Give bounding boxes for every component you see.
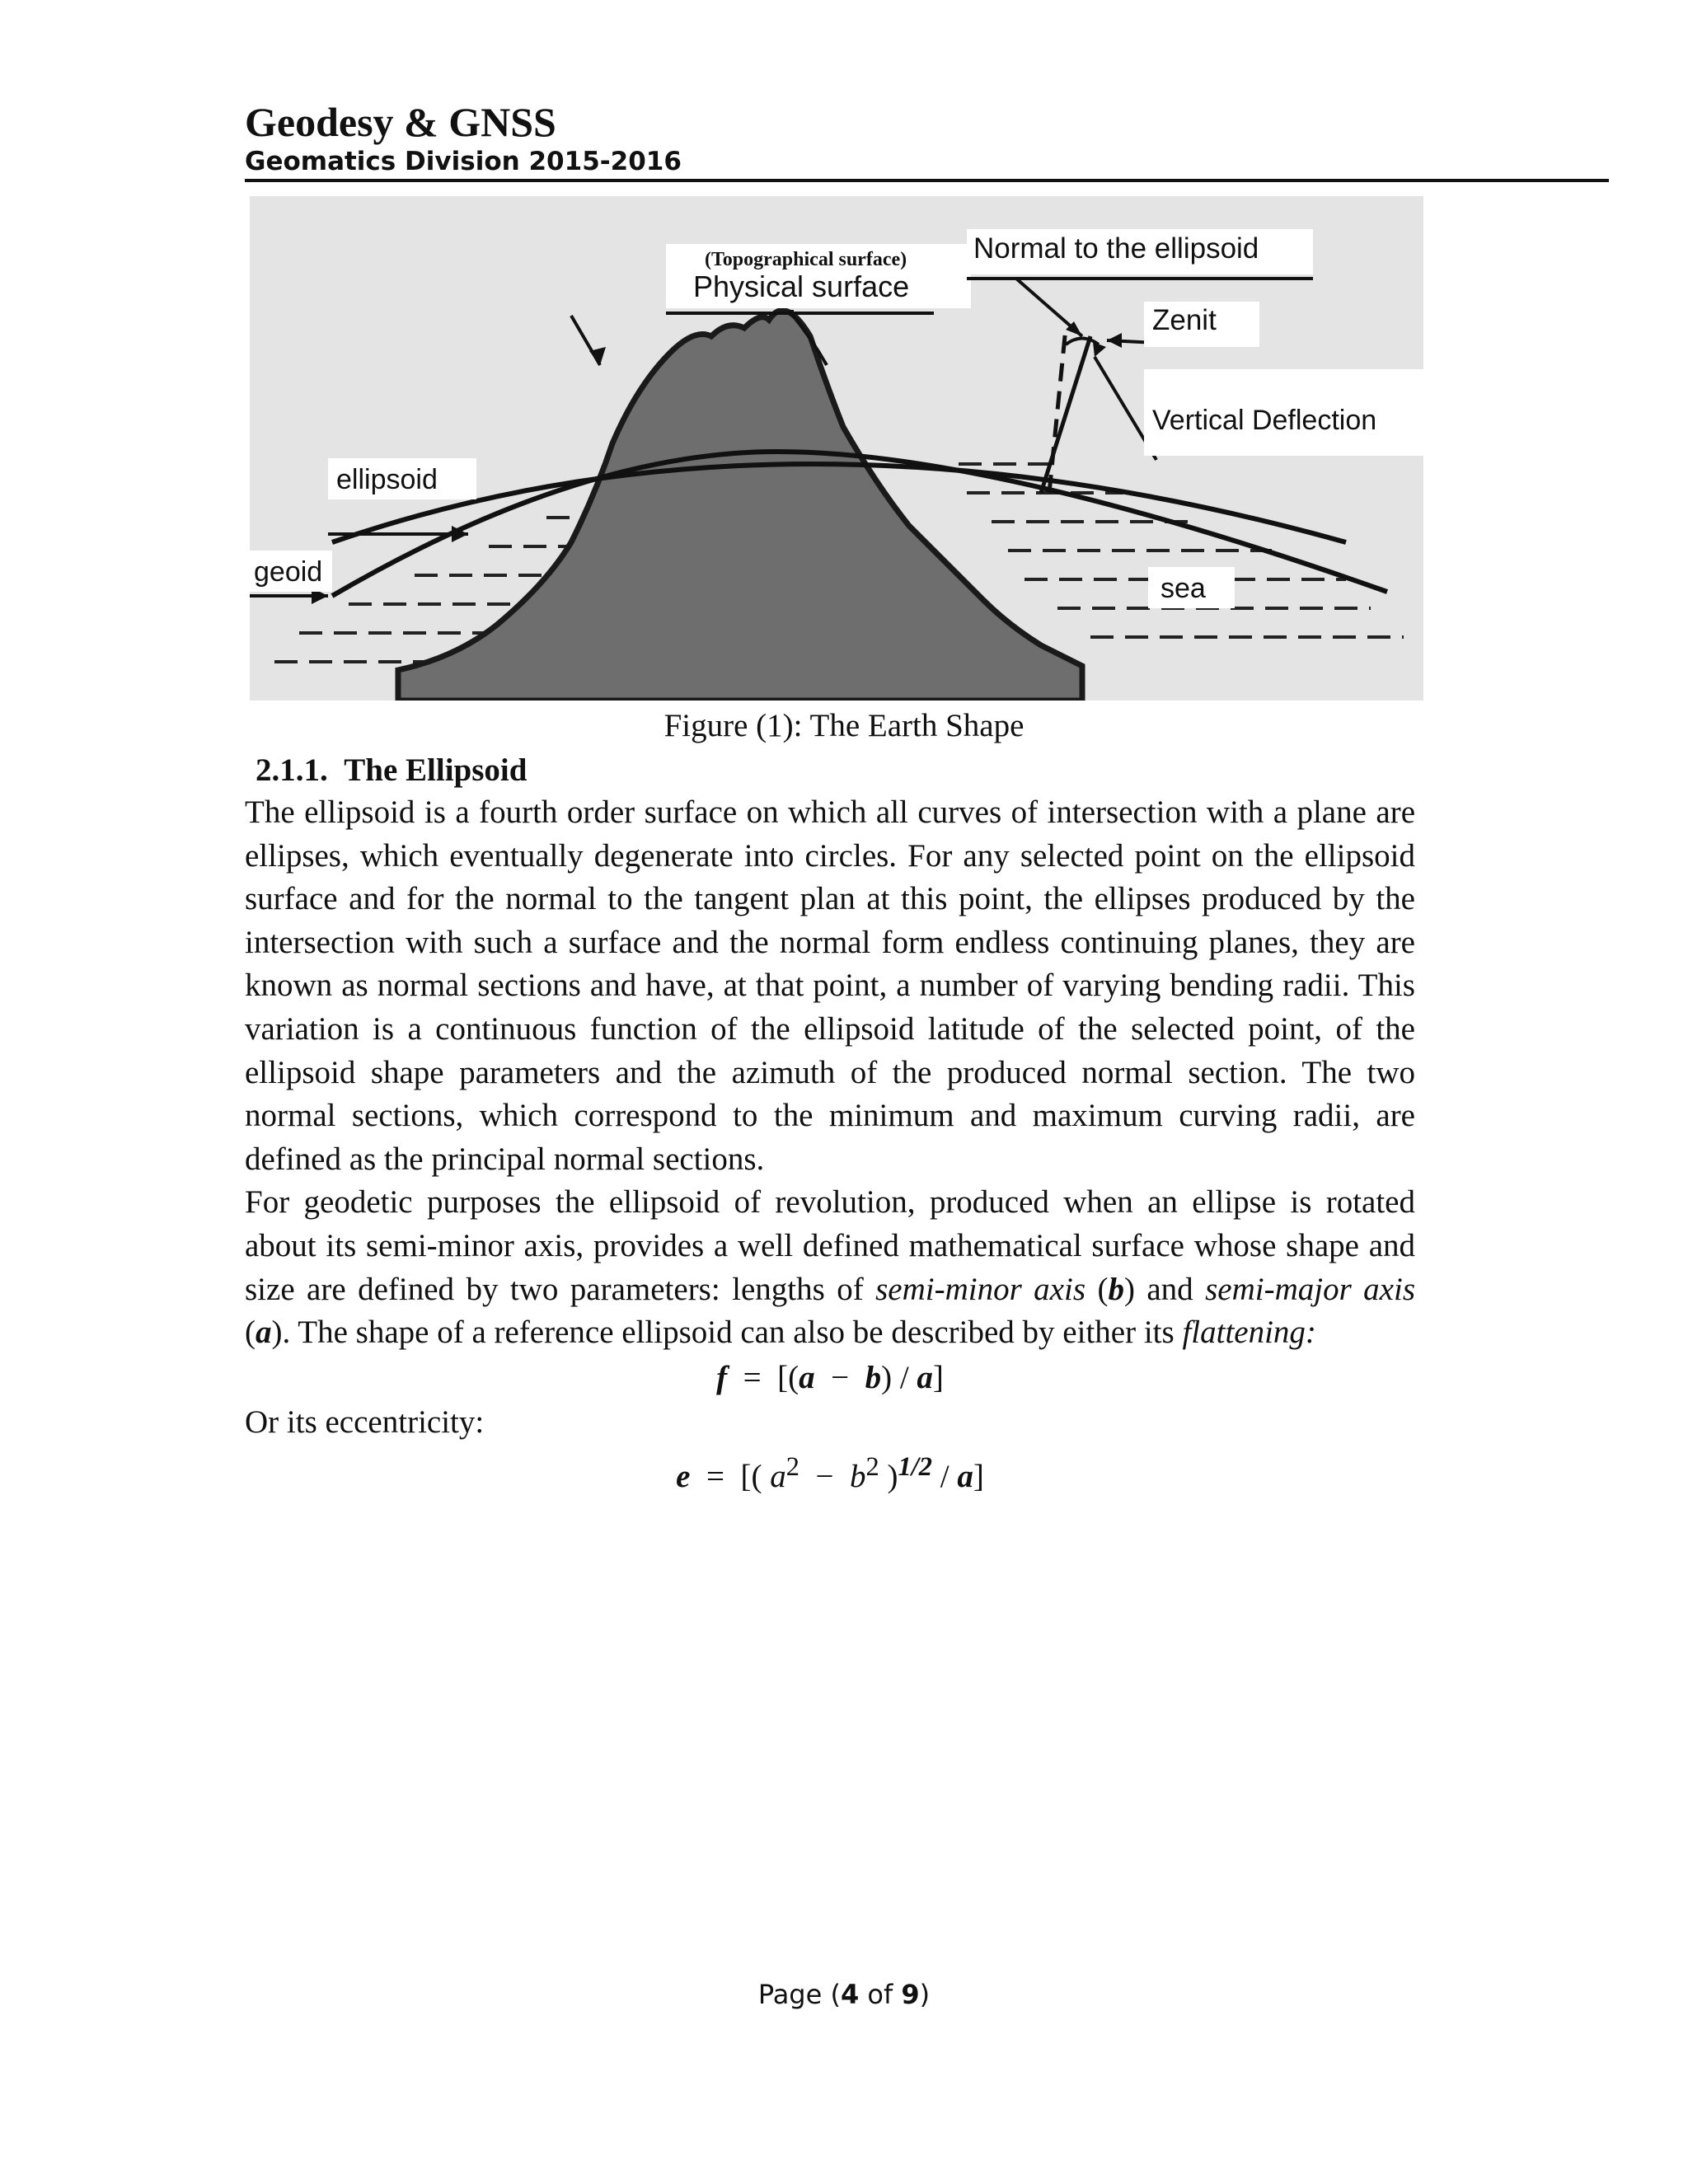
eq-operator: − <box>831 1359 850 1395</box>
section-heading <box>256 750 527 791</box>
zenit-label: Zenit <box>1152 304 1217 336</box>
eq-bracket: [( <box>777 1359 799 1395</box>
document-subtitle: Geomatics Division 2015-2016 <box>245 147 682 176</box>
eq-bracket: ) <box>887 1459 898 1495</box>
body-text <box>245 791 1415 1500</box>
header-divider <box>245 179 1609 182</box>
paragraph-ellipsoid-revolution: For geodetic purposes the ellipsoid of revolution, produced when an ellipse is rotated about its semi-minor axis, provides a well defined mathematical surface whose shape and size are defined by two parameters: lengths of semi-minor axis (b) and semi-major axis (a). The shape of a reference ellipsoid can also be described by either its flattening: <box>245 1184 1415 1351</box>
eq-symbol: a <box>917 1359 933 1395</box>
footer-text: of <box>859 1979 902 2010</box>
eccentricity-equation <box>245 1444 1415 1500</box>
eq-exponent: 1/2 <box>898 1452 932 1483</box>
eq-bracket: ] <box>973 1459 984 1495</box>
paragraph-ellipsoid-definition: The ellipsoid is a fourth order surface on which all curves of intersection with a plane are ellipses, which eventually degenerate into circles. For any selected point on the ellipsoid surface and for the normal to the tangent plan at this point, the ellipses produced by the intersection with such a surface and the normal form endless continuing planes, they are known as normal sections and have, at that point, a number of varying bending radii. This variation is a continuous function of the ellipsoid latitude of the selected point, of the ellipsoid shape parameters and the azimuth of the produced normal section. The two normal sections, which correspond to the minimum and maximum curving radii, are defined as the principal normal sections. <box>245 794 1415 1177</box>
paragraph-text: and <box>1134 1271 1206 1307</box>
eq-operator: = <box>743 1359 762 1395</box>
vertical-deflection-label: Vertical Deflection <box>1152 405 1377 436</box>
flattening-term: flattening: <box>1182 1315 1316 1351</box>
footer-text: ) <box>919 1979 931 2010</box>
section-number: 2.1.1. <box>256 752 328 788</box>
document-title: Geodesy & GNSS <box>245 99 556 145</box>
eq-symbol: f <box>716 1359 728 1395</box>
eq-symbol: e <box>676 1459 691 1495</box>
eq-bracket: ] <box>932 1359 944 1395</box>
eq-bracket: [( <box>740 1459 762 1495</box>
eq-operator: / <box>899 1359 909 1395</box>
page-footer <box>0 1978 1688 2011</box>
eq-symbol: a <box>770 1459 786 1495</box>
eq-operator: − <box>815 1459 834 1495</box>
eq-symbol: b <box>849 1459 866 1495</box>
figure-caption: Figure (1): The Earth Shape <box>663 708 1025 743</box>
eq-symbol: b <box>865 1359 882 1395</box>
ellipsoid-label: ellipsoid <box>336 464 438 495</box>
paragraph-text: For geodetic purposes the ellipsoid of revolution, produced when an ellipse is rotated about its semi-minor axis, provides a well defined mathematical surface whose shape and size are defined by two parameters: lengths of <box>245 1184 1415 1307</box>
earth-shape-figure <box>250 196 1423 701</box>
topographical-label: (Topographical surface) <box>705 249 907 270</box>
geoid-label: geoid <box>254 556 323 588</box>
eq-bracket: ) <box>881 1359 893 1395</box>
eq-symbol: a <box>799 1359 815 1395</box>
earth-shape-diagram <box>250 196 1423 701</box>
eq-symbol: a <box>957 1459 973 1495</box>
semi-major-axis-term: semi-major axis <box>1205 1271 1415 1307</box>
eq-exponent: 2 <box>785 1452 799 1483</box>
eq-exponent: 2 <box>865 1452 879 1483</box>
eccentricity-intro: Or its eccentricity: <box>245 1404 485 1440</box>
physical-label: Physical surface <box>693 269 910 303</box>
sea-label: sea <box>1160 573 1206 604</box>
footer-text: Page ( <box>757 1979 841 2010</box>
flattening-equation <box>245 1355 1415 1401</box>
section-title: The Ellipsoid <box>344 752 528 788</box>
semi-minor-axis-term: semi-minor axis <box>875 1271 1086 1307</box>
eq-operator: = <box>706 1459 724 1495</box>
page-total: 9 <box>901 1979 920 2010</box>
eq-operator: / <box>940 1459 950 1495</box>
page-number: 4 <box>840 1979 860 2010</box>
symbol-a: a <box>256 1315 272 1351</box>
paragraph-text: . The shape of a reference ellipsoid can also be described by either its <box>282 1315 1183 1351</box>
symbol-b: b <box>1108 1271 1124 1307</box>
normal-label: Normal to the ellipsoid <box>973 232 1259 265</box>
